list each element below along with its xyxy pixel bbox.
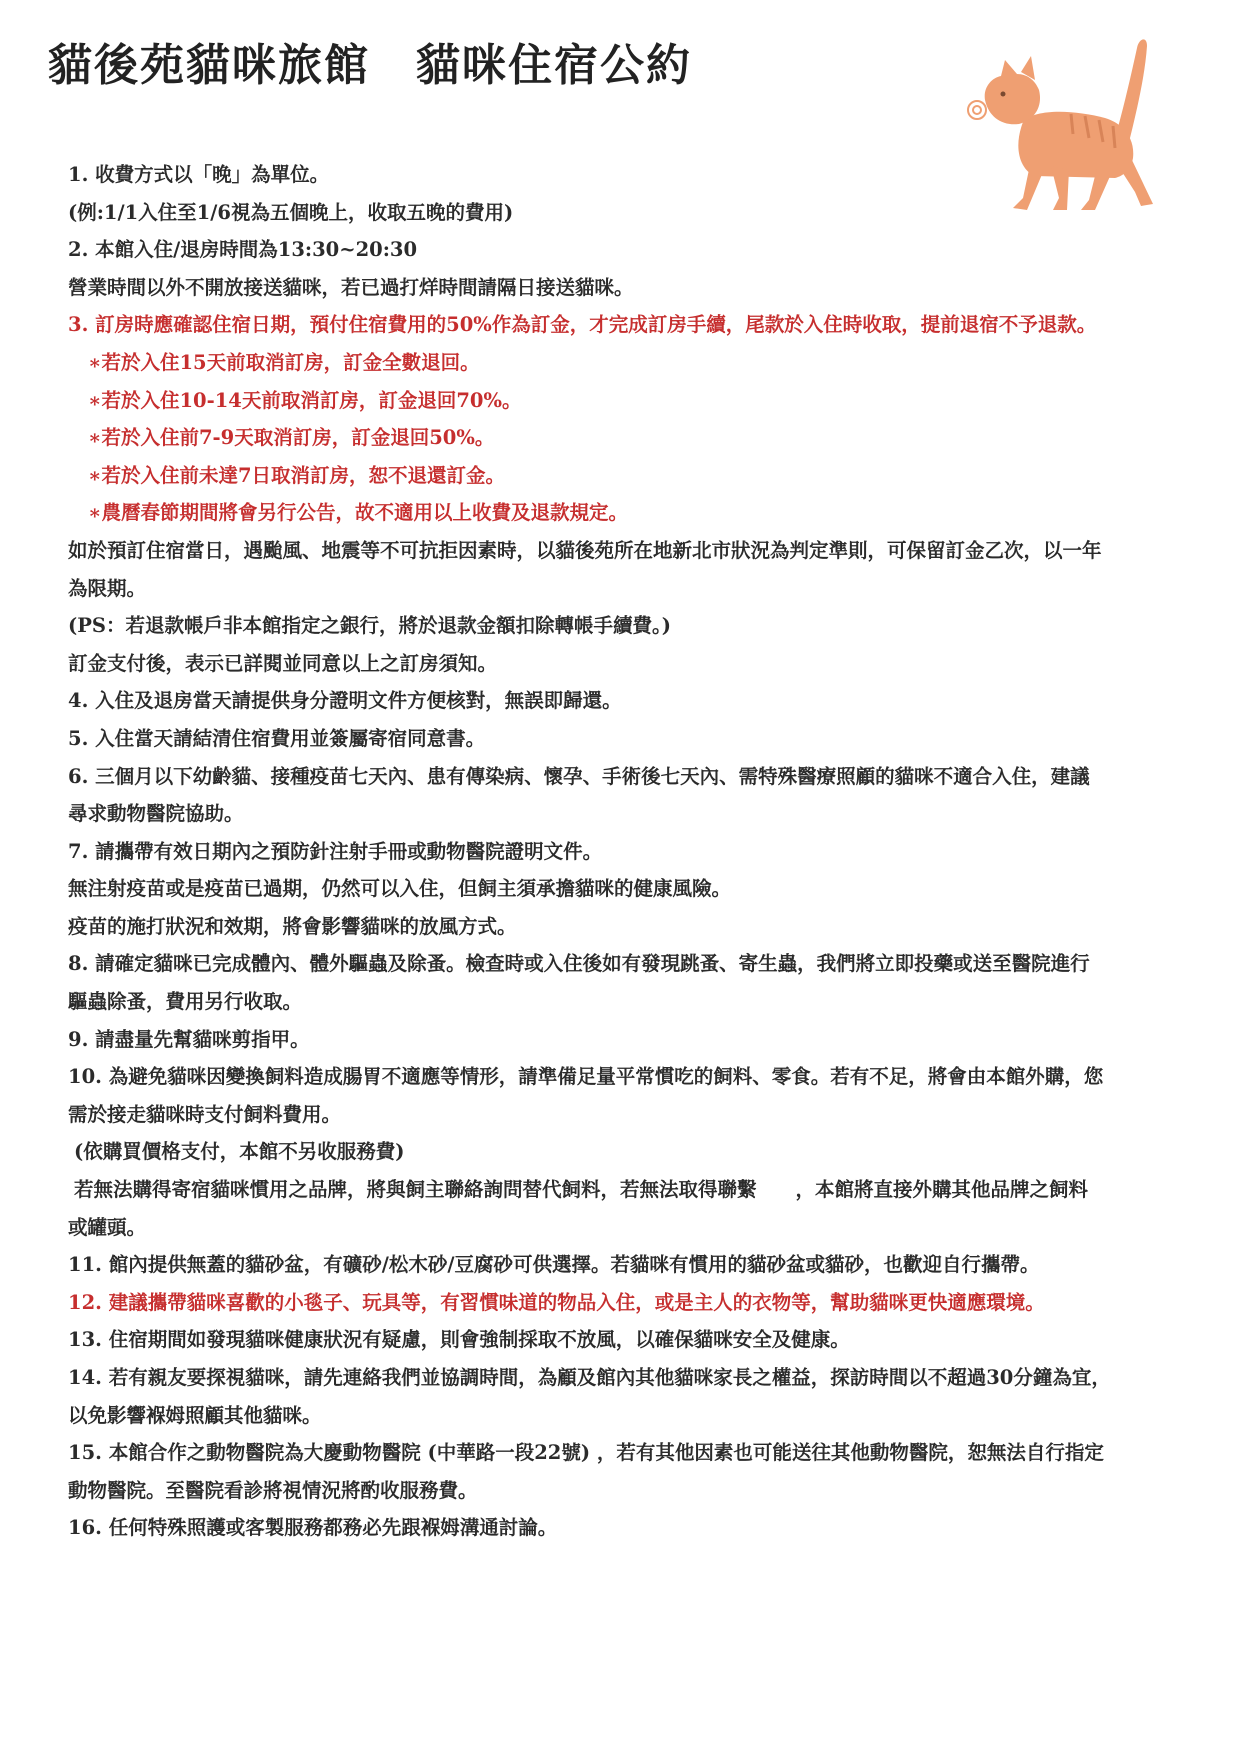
rule-line: 動物醫院。至醫院看診將視情況將酌收服務費。	[68, 1478, 478, 1502]
rule-line: 如於預訂住宿當日，遇颱風、地震等不可抗拒因素時，以貓後苑所在地新北市狀況為判定準則，可保留訂金乙次，以一年	[68, 538, 1102, 562]
rule-line: 13. 住宿期間如發現貓咪健康狀況有疑慮，則會強制採取不放風，以確保貓咪安全及健康。	[68, 1328, 850, 1352]
rule-line: 9. 請盡量先幫貓咪剪指甲。	[68, 1027, 310, 1051]
rule-line: 以免影響褓姆照顧其他貓咪。	[68, 1403, 322, 1427]
rule-line: 10. 為避免貓咪因變換飼料造成腸胃不適應等情形，請準備足量平常慣吃的飼料、零食。若有不足，將會由本館外購，您	[68, 1065, 1104, 1089]
rule-line: 4. 入住及退房當天請提供身分證明文件方便核對，無誤即歸還。	[68, 689, 622, 713]
rule-line: 若無法購得寄宿貓咪慣用之品牌，將與飼主聯絡詢問替代飼料，若無法取得聯繫 ，本館將直接外購其他品牌之飼料	[74, 1178, 1089, 1202]
rule-line: 11. 館內提供無蓋的貓砂盆，有礦砂/松木砂/豆腐砂可供選擇。若貓咪有慣用的貓砂盆或貓砂，也歡迎自行攜帶。	[68, 1253, 1040, 1277]
rule-line: (依購買價格支付，本館不另收服務費)	[74, 1140, 405, 1164]
rule-line: 7. 請攜帶有效日期內之預防針注射手冊或動物醫院證明文件。	[68, 839, 603, 863]
rule-line: 15. 本館合作之動物醫院為大慶動物醫院 (中華路一段22號) ，若有其他因素也可能送往其他動物醫院，恕無法自行指定	[68, 1441, 1104, 1465]
rule-line: ∗若於入住10-14天前取消訂房，訂金退回70%。	[88, 388, 522, 412]
rule-line: 12. 建議攜帶貓咪喜歡的小毯子、玩具等，有習慣味道的物品入住，或是主人的衣物等，幫助貓咪更快適應環境。	[68, 1290, 1045, 1314]
rule-line: 6. 三個月以下幼齡貓、接種疫苗七天內、患有傳染病、懷孕、手術後七天內、需特殊醫療照顧的貓咪不適合入住，建議	[68, 764, 1090, 788]
rule-line: 3. 訂房時應確認住宿日期，預付住宿費用的50%作為訂金，才完成訂房手續，尾款於入住時收取，提前退宿不予退款。	[68, 313, 1097, 337]
rule-line: 需於接走貓咪時支付飼料費用。	[68, 1102, 342, 1126]
rule-line: 1. 收費方式以「晚」為單位。	[68, 163, 330, 186]
rules-list	[68, 156, 1188, 1547]
swirl-icon	[968, 101, 986, 119]
rule-line: ∗若於入住前7-9天取消訂房，訂金退回50%。	[88, 426, 495, 450]
rule-line: 14. 若有親友要探視貓咪，請先連絡我們並協調時間，為顧及館內其他貓咪家長之權益，探訪時間以不超過30分鐘為宜，	[68, 1366, 1111, 1389]
rule-line: 營業時間以外不開放接送貓咪，若已過打烊時間請隔日接送貓咪。	[68, 275, 634, 299]
rule-line: 2. 本館入住/退房時間為13:30~20:30	[68, 238, 418, 262]
rule-line: 16. 任何特殊照護或客製服務都務必先跟褓姆溝通討論。	[68, 1516, 558, 1540]
rule-line: 訂金支付後，表示已詳閱並同意以上之訂房須知。	[68, 651, 498, 675]
cat-eye	[1001, 92, 1006, 97]
rule-line: ∗若於入住前未達7日取消訂房，恕不退還訂金。	[88, 463, 506, 487]
rule-line: (PS：若退款帳戶非本館指定之銀行，將於退款金額扣除轉帳手續費。)	[68, 614, 671, 638]
rule-line: 8. 請確定貓咪已完成體內、體外驅蟲及除蚤。檢查時或入住後如有發現跳蚤、寄生蟲，我們將立即投藥或送至醫院進行	[68, 952, 1090, 976]
rule-line: 5. 入住當天請結清住宿費用並簽屬寄宿同意書。	[68, 726, 486, 750]
rule-line: 為限期。	[68, 576, 147, 600]
rule-line: 疫苗的施打狀況和效期，將會影響貓咪的放風方式。	[68, 914, 517, 938]
rule-line: 或罐頭。	[68, 1215, 147, 1239]
rule-line: ∗若於入住15天前取消訂房，訂金全數退回。	[88, 350, 480, 374]
rule-line: 無注射疫苗或是疫苗已過期，仍然可以入住，但飼主須承擔貓咪的健康風險。	[68, 877, 732, 901]
rule-line: ∗農曆春節期間將會另行公告，故不適用以上收費及退款規定。	[88, 501, 628, 525]
rule-line: 尋求動物醫院協助。	[68, 802, 244, 826]
rule-line: (例:1/1入住至1/6視為五個晚上，收取五晚的費用)	[68, 200, 514, 224]
rule-line: 驅蟲除蚤，費用另行收取。	[68, 990, 303, 1014]
page-title: 貓後苑貓咪旅館 貓咪住宿公約	[48, 40, 692, 91]
